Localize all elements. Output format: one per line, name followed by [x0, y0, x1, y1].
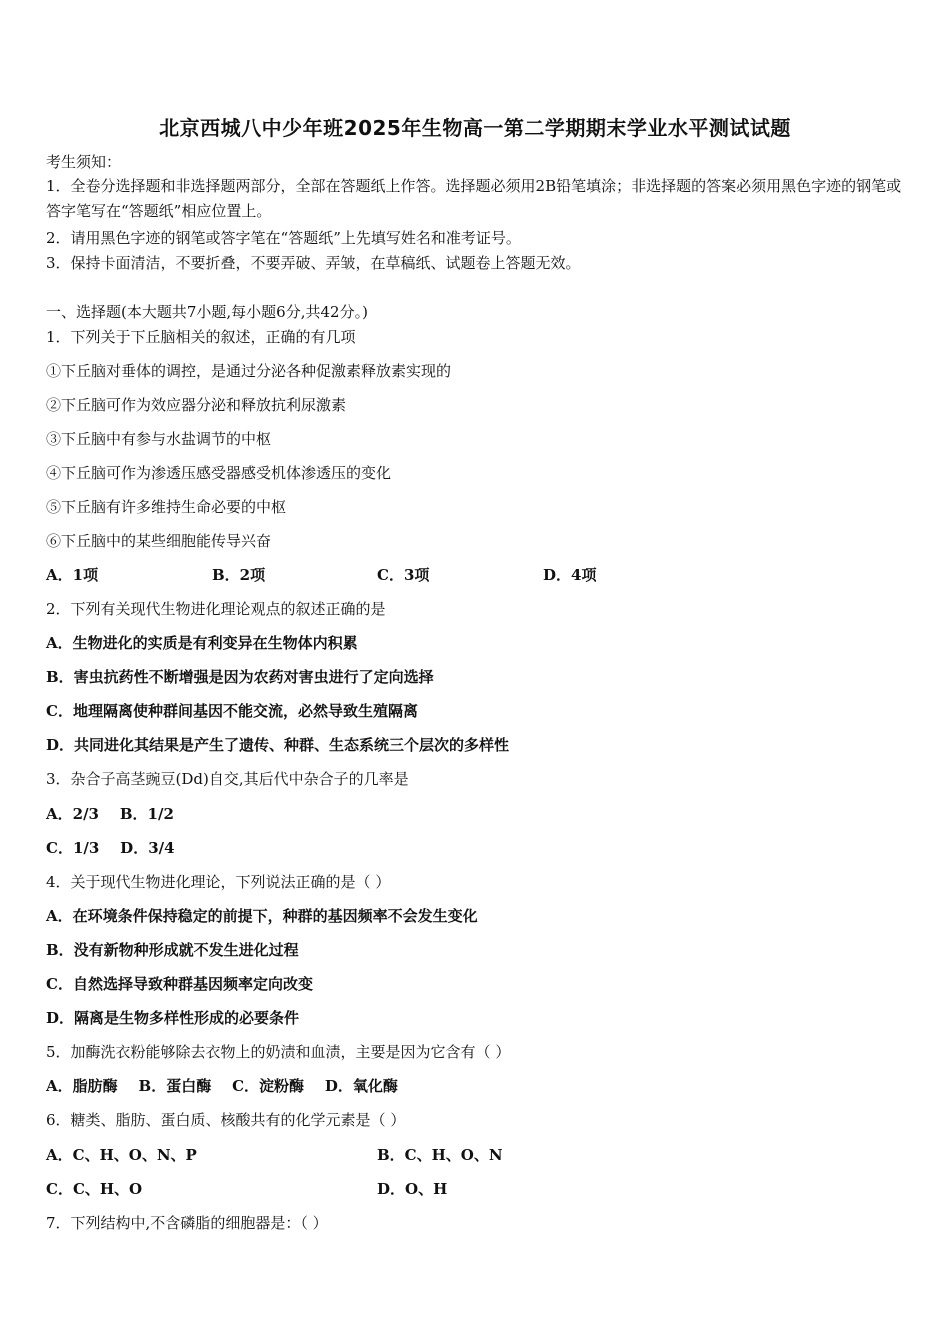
notice-item-3: 3．保持卡面清洁，不要折叠，不要弄破、弄皱，在草稿纸、试题卷上答题无效。	[46, 254, 581, 272]
question-6-option-d: D．O、H	[377, 1180, 448, 1198]
question-1-stem: 1．下列关于下丘脑相关的叙述，正确的有几项	[46, 328, 356, 346]
question-1-item: ①下丘脑对垂体的调控，是通过分泌各种促激素释放素实现的	[46, 362, 452, 380]
question-4-option-b: B．没有新物种形成就不发生进化过程	[46, 941, 299, 959]
question-4-option-d: D．隔离是生物多样性形成的必要条件	[46, 1009, 300, 1027]
question-1-item: ③下丘脑中有参与水盐调节的中枢	[46, 430, 272, 448]
question-4-option-a: A．在环境条件保持稳定的前提下，种群的基因频率不会发生变化	[46, 907, 478, 925]
question-1-option-b: B．2项	[212, 566, 266, 584]
question-2-option-a: A．生物进化的实质是有利变异在生物体内积累	[46, 634, 358, 652]
question-1-option-d: D．4项	[543, 566, 597, 584]
question-5-options-row: A．脂肪酶 B．蛋白酶 C．淀粉酶 D．氧化酶	[46, 1077, 398, 1095]
question-1-item: ⑤下丘脑有许多维持生命必要的中枢	[46, 498, 287, 516]
notice-item-1: 1．全卷分选择题和非选择题两部分，全部在答题纸上作答。选择题必须用2B铅笔填涂；非选择题的答案必须用黑色字迹的钢笔或答字笔写在“答题纸”相应位置上。	[46, 177, 902, 220]
question-2-stem: 2．下列有关现代生物进化理论观点的叙述正确的是	[46, 600, 386, 618]
question-2-option-b: B．害虫抗药性不断增强是因为农药对害虫进行了定向选择	[46, 668, 434, 686]
question-6-option-c: C．C、H、O	[46, 1180, 143, 1198]
question-2-option-d: D．共同进化其结果是产生了遗传、种群、生态系统三个层次的多样性	[46, 736, 510, 754]
notice-heading: 考生须知：	[46, 153, 122, 171]
question-3-options-row-2: C．1/3 D．3/4	[46, 839, 175, 857]
exam-title: 北京西城八中少年班2025年生物高一第二学期期末学业水平测试试题	[159, 116, 791, 140]
question-1-item: ②下丘脑可作为效应器分泌和释放抗利尿激素	[46, 396, 347, 414]
question-7-stem: 7．下列结构中,不含磷脂的细胞器是：（ ）	[46, 1214, 328, 1232]
question-2-option-c: C．地理隔离使种群间基因不能交流，必然导致生殖隔离	[46, 702, 418, 720]
question-1-option-c: C．3项	[377, 566, 430, 584]
question-6-stem: 6．糖类、脂肪、蛋白质、核酸共有的化学元素是（ ）	[46, 1111, 406, 1129]
section-heading: 一、选择题(本大题共7小题,每小题6分,共42分。)	[46, 303, 368, 321]
question-4-stem: 4．关于现代生物进化理论，下列说法正确的是（ ）	[46, 873, 391, 891]
question-1-item: ⑥下丘脑中的某些细胞能传导兴奋	[46, 532, 272, 550]
question-1-option-a: A．1项	[46, 566, 99, 584]
question-3-options-row-1: A．2/3 B．1/2	[46, 805, 174, 823]
question-6-option-a: A．C、H、O、N、P	[46, 1146, 197, 1164]
question-5-stem: 5．加酶洗衣粉能够除去衣物上的奶渍和血渍，主要是因为它含有（ ）	[46, 1043, 511, 1061]
question-3-stem: 3．杂合子高茎豌豆(Dd)自交,其后代中杂合子的几率是	[46, 770, 409, 788]
question-4-option-c: C．自然选择导致种群基因频率定向改变	[46, 975, 313, 993]
notice-item-2: 2．请用黑色字迹的钢笔或答字笔在“答题纸”上先填写姓名和准考证号。	[46, 229, 521, 247]
question-1-item: ④下丘脑可作为渗透压感受器感受机体渗透压的变化	[46, 464, 392, 482]
question-6-option-b: B．C、H、O、N	[377, 1146, 503, 1164]
